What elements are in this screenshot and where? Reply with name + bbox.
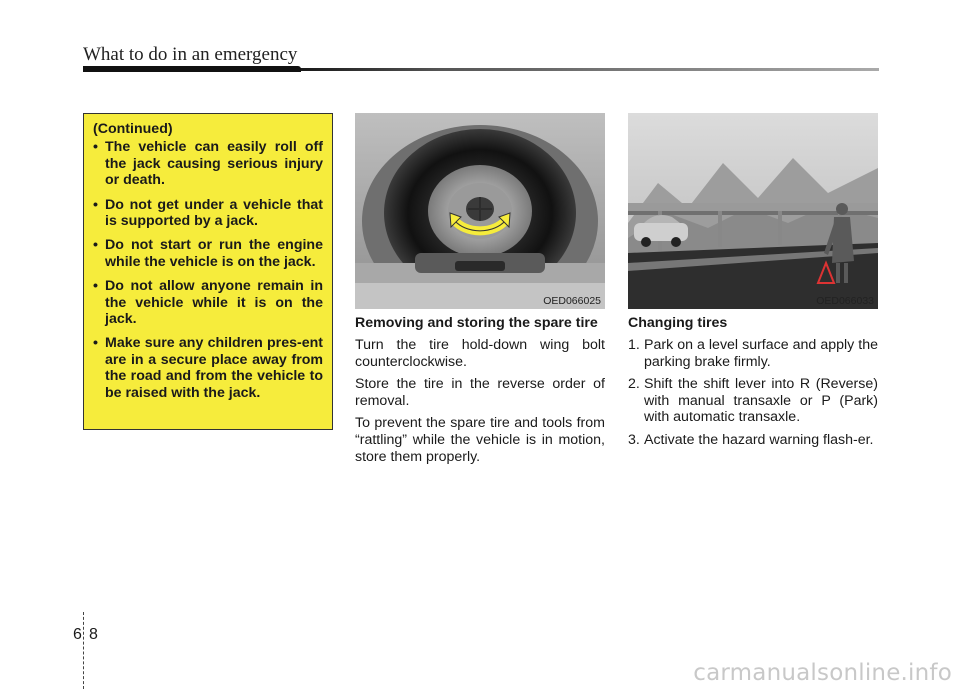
warning-item: • Make sure any children pres-ent are in a secure place away from the road and from the vehicle to be raised with the jack. [93, 335, 323, 401]
step-text: Activate the hazard warning flash-er. [644, 431, 874, 448]
warning-box [83, 113, 333, 430]
warning-item: • The vehicle can easily roll off the jack causing serious injury or death. [93, 139, 323, 188]
step-item [628, 432, 878, 449]
warning-list [93, 139, 323, 401]
section-heading: Changing tires [628, 315, 728, 331]
page-number: 8 [89, 626, 98, 643]
steps-list [628, 337, 878, 449]
roadside-warning-illustration-icon [628, 113, 878, 309]
body-paragraph: Turn the tire hold-down wing bolt counterclockwise. [355, 337, 605, 370]
step-number: 2. [628, 376, 640, 393]
image-caption: OED066025 [543, 295, 601, 307]
spare-tire-illustration-icon [355, 113, 605, 309]
warning-item: • Do not start or run the engine while the vehicle is on the jack. [93, 237, 323, 270]
warning-continued-label: (Continued) [93, 121, 173, 137]
changing-tires-section [628, 315, 878, 455]
body-paragraph: To prevent the spare tire and tools from “rattling” while the vehicle is in motion, store them properly. [355, 415, 605, 465]
roadside-image [628, 113, 878, 309]
body-paragraph: Store the tire in the reverse order of removal. [355, 376, 605, 409]
step-number: 1. [628, 337, 640, 353]
chapter-number: 6 [73, 626, 82, 643]
section-title: What to do in an emergency [83, 44, 298, 65]
image-caption: OED066033 [816, 295, 874, 307]
warning-item: • Do not get under a vehicle that is supported by a jack. [93, 197, 323, 230]
footer-divider [83, 612, 84, 689]
section-heading: Removing and storing the spare tire [355, 315, 598, 331]
spare-tire-image [355, 113, 605, 309]
step-item [628, 337, 878, 370]
header-rule-accent [83, 66, 301, 72]
warning-item: • Do not allow anyone remain in the vehicle while it is on the jack. [93, 278, 323, 327]
step-text: Shift the shift lever into R (Reverse) with manual transaxle or P (Park) with automatic transaxle. [644, 376, 878, 426]
spare-tire-section [355, 315, 605, 471]
step-text: Park on a level surface and apply the parking brake firmly. [644, 337, 878, 370]
step-item [628, 376, 878, 426]
watermark: carmanualsonline.info [693, 660, 952, 686]
step-number: 3. [628, 431, 640, 448]
